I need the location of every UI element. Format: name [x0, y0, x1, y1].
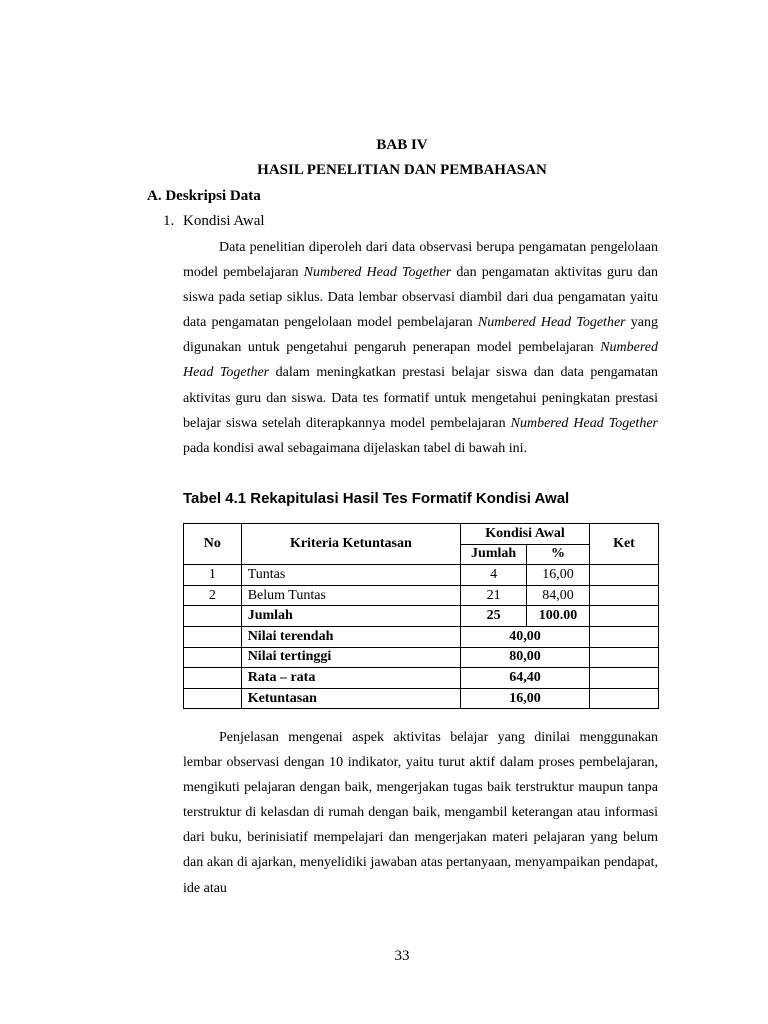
subsection-heading — [163, 213, 265, 230]
cell-total-jumlah: 25 — [461, 606, 527, 627]
text-run: yang digunakan untuk pengetahui pengaruh penerapan model pembelajaran — [183, 315, 658, 356]
cell-summary-value: 40,00 — [461, 626, 590, 647]
table-row-total — [184, 606, 659, 627]
cell-no: 1 — [184, 565, 242, 586]
header-persen: % — [527, 544, 590, 565]
cell-empty — [589, 626, 658, 647]
header-kondisi-awal: Kondisi Awal — [461, 524, 590, 545]
cell-persen: 16,00 — [527, 565, 590, 586]
cell-kriteria: Tuntas — [241, 565, 460, 586]
cell-ket — [589, 585, 658, 606]
subsection-number: 1. — [163, 213, 175, 229]
cell-summary-label: Ketuntasan — [241, 688, 460, 709]
paragraph-text: Penjelasan mengenai aspek aktivitas belajar yang dinilai menggunakan lembar observasi dengan 10 indikator, yaitu turut aktif dalam proses pembelajaran, mengikuti pelajaran dengan baik, mengerjakan tugas baik terstruktur maupun tanpa terstruktur di kelasdan di rumah dengan baik, mengambil keterangan atau informasi dari buku, berinisiatif mempelajari dan mengerjakan materi pelajaran yang belum dan akan di ajarkan, menyelidiki jawaban atas pertanyaan, menyampaikan pendapat, ide atau — [183, 730, 658, 896]
cell-total-persen: 100.00 — [527, 606, 590, 627]
text-run: dan pengamatan aktivitas guru dan siswa pada setiap siklus. Data lembar observasi diambil dari dua pengamatan yaitu data pengamatan pengelolaan model pembelajaran — [183, 265, 658, 331]
cell-jumlah: 21 — [461, 585, 527, 606]
cell-jumlah: 4 — [461, 565, 527, 586]
section-heading: A. Deskripsi Data — [147, 188, 261, 204]
text-run: pada kondisi awal sebagaimana dijelaskan tabel di bawah ini. — [183, 440, 528, 456]
table-row-summary — [184, 668, 659, 689]
italic-term: Numbered Head Together — [477, 315, 626, 331]
header-kriteria: Kriteria Ketuntasan — [241, 524, 460, 565]
cell-total-label: Jumlah — [241, 606, 460, 627]
page-number: 33 — [394, 948, 410, 964]
cell-empty — [589, 668, 658, 689]
cell-no: 2 — [184, 585, 242, 606]
table-row-summary — [184, 688, 659, 709]
cell-empty — [589, 606, 658, 627]
cell-kriteria: Belum Tuntas — [241, 585, 460, 606]
chapter-label: BAB IV — [376, 137, 428, 153]
cell-empty — [589, 688, 658, 709]
cell-summary-label: Nilai terendah — [241, 626, 460, 647]
table-row — [184, 565, 659, 586]
table-row — [184, 585, 659, 606]
cell-empty — [184, 606, 242, 627]
header-ket: Ket — [589, 524, 658, 565]
cell-summary-label: Nilai tertinggi — [241, 647, 460, 668]
results-table — [183, 523, 659, 709]
paragraph-intro — [183, 235, 658, 461]
cell-summary-value: 80,00 — [461, 647, 590, 668]
table-row-summary — [184, 647, 659, 668]
text-run: Data penelitian diperoleh dari data observasi berupa pengamatan pengelolaan model pembelajaran — [183, 240, 658, 281]
cell-persen: 84,00 — [527, 585, 590, 606]
cell-empty — [184, 668, 242, 689]
paragraph-activity — [183, 725, 658, 901]
cell-empty — [184, 688, 242, 709]
chapter-title: HASIL PENELITIAN DAN PEMBAHASAN — [257, 162, 547, 178]
italic-term: Numbered Head Together — [183, 340, 658, 381]
cell-summary-label: Rata – rata — [241, 668, 460, 689]
cell-summary-value: 64,40 — [461, 668, 590, 689]
cell-empty — [184, 647, 242, 668]
header-no: No — [184, 524, 242, 565]
cell-empty — [589, 647, 658, 668]
text-run: dalam meningkatkan prestasi belajar siswa dan data pengamatan aktivitas guru dan siswa. Data tes formatif untuk mengetahui peningkatan prestasi belajar siswa setelah diterapkannya model pembelajaran — [183, 365, 658, 431]
header-jumlah: Jumlah — [461, 544, 527, 565]
table-row-summary — [184, 626, 659, 647]
cell-summary-value: 16,00 — [461, 688, 590, 709]
table-caption: Tabel 4.1 Rekapitulasi Hasil Tes Formatif Kondisi Awal — [183, 490, 570, 507]
cell-empty — [184, 626, 242, 647]
italic-term: Numbered Head Together — [510, 415, 658, 431]
cell-ket — [589, 565, 658, 586]
subsection-title: Kondisi Awal — [183, 213, 265, 229]
italic-term: Numbered Head Together — [303, 265, 452, 281]
